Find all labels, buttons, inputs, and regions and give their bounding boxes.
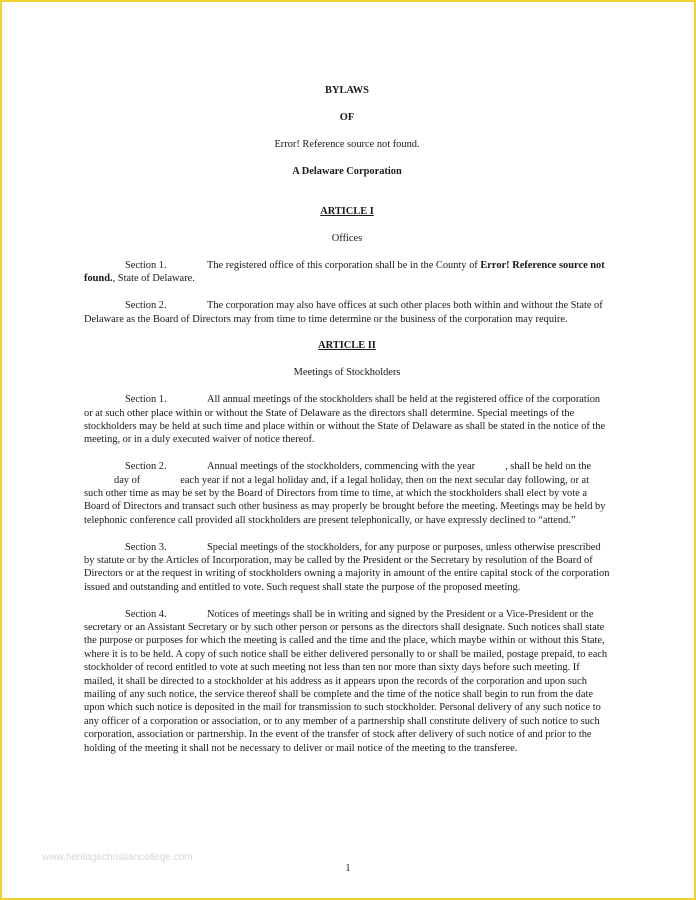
section-text: each year if not a legal holiday and, if a legal holiday, then on the next secular day following, or at such other time as may be set by the Board of Directors from time to time, at which the stockholders shall elect by vote a Board of Directors and transact such other business as may properly be brought before the meeting. Meetings may be held by telephonic conference call provided all stockholders are present telephonically, or have expressly declined to “attend.”	[84, 474, 606, 526]
article-2-heading: ARTICLE II	[318, 340, 376, 352]
article-2-section-1	[84, 393, 610, 447]
watermark: www.heritagechristiancollege.com	[42, 852, 193, 863]
section-label: Section 1.	[125, 394, 167, 406]
section-label: Section 2.	[125, 461, 167, 473]
section-text: Notices of meetings shall be in writing and signed by the President or a Vice-President or the secretary or an Assistant Secretary or by such other person or persons as the directors shall designate. Such notices shall state the purpose or purposes for which the meeting is called and the time and the place, which maybe within or without this State, where it is to be held. A copy of such notice shall be either delivered personally to or shall be mailed, postage prepaid, to each stockholder of record entitled to vote at such meeting not less than ten nor more than sixty days before such meeting. If mailed, it shall be directed to a stockholder at his address as it appears upon the records of the corporation and upon such mailing of any such notice, the service thereof shall be complete and the time of the notice shall begin to run from the date upon which such notice is deposited in the mail for transmission to such stockholder. Personal delivery of any such notice to any officer of a corporation or association, or to any member of a partnership shall constitute delivery of such notice to such corporation, association or partnership. In the event of the transfer of stock after delivery of such notice of and prior to the holding of the meeting it shall not be necessary to deliver or mail notice of the meeting to the transferee.	[84, 608, 608, 754]
section-label: Section 3.	[125, 541, 167, 553]
section-text: The corporation may also have offices at such other places both within and without the State of Delaware as the Board of Directors may from time to time determine or the business of the corporation may require.	[84, 300, 603, 325]
article-1-heading: ARTICLE I	[320, 206, 374, 218]
article-2-section-4	[84, 608, 610, 755]
page-number: 1	[345, 863, 351, 874]
article-2-section-3	[84, 541, 610, 595]
section-error-ref: Error! Reference source not found.	[84, 259, 605, 285]
company-reference: Error! Reference source not found.	[274, 138, 420, 150]
corporation-type: A Delaware Corporation	[292, 165, 402, 177]
document-title: BYLAWS	[325, 85, 369, 96]
article-2-subheading: Meetings of Stockholders	[293, 367, 401, 379]
article-1-subheading: Offices	[331, 233, 363, 245]
article-2-section-2	[84, 460, 610, 527]
section-text: Special meetings of the stockholders, for any purpose or purposes, unless otherwise prescribed by statute or by the Articles of Incorporation, may be called by the President or the Secretary by resolution of the Board of Directors or at the request in writing of stockholders owning a majority in amount of the entire capital stock of the corporation issued and outstanding and entitled to vote. Such request shall state the purpose of the proposed meeting.	[84, 541, 610, 593]
section-text: The registered office of this corporation shall be in the County of	[207, 259, 481, 271]
article-1-section-2	[84, 299, 610, 326]
section-label: Section 4.	[125, 608, 167, 620]
section-label: Section 1.	[125, 259, 167, 271]
article-1-section-1	[84, 259, 610, 286]
section-label: Section 2.	[125, 300, 167, 312]
section-text: Annual meetings of the stockholders, commencing with the year	[207, 461, 476, 473]
document-of: OF	[339, 111, 355, 123]
section-text: , shall be held on the	[505, 461, 592, 473]
document-body	[84, 84, 610, 768]
section-text: day of	[114, 474, 141, 486]
section-text-end: , State of Delaware.	[112, 273, 195, 285]
section-text: All annual meetings of the stockholders shall be held at the registered office of the corporation or at such other place within or without the State of Delaware as the directors shall determine. Special meetings of the stockholders may be held at such time and place within or without the State of Delaware as shall be stated in the notice of the meeting, or in a duly executed waiver of notice thereof.	[84, 394, 606, 446]
